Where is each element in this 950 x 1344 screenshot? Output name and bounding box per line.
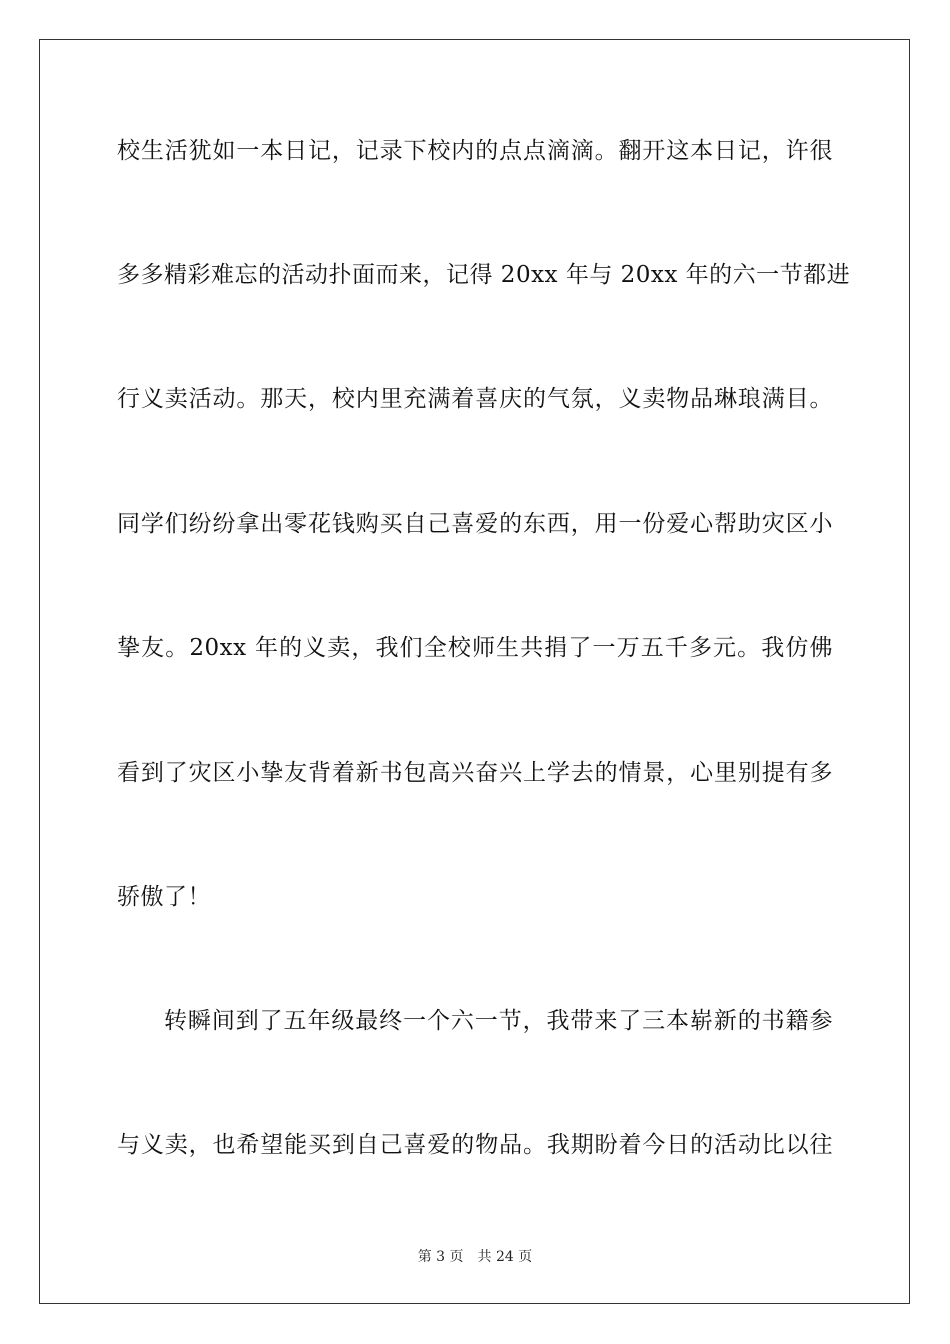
page-number: 第 3 页 [417,1249,464,1265]
body-line-6: 看到了灾区小挚友背着新书包高兴奋兴上学去的情景，心里别提有多 [117,760,833,786]
body-line-8: 转瞬间到了五年级最终一个六一节，我带来了三本崭新的书籍参 [164,1008,833,1034]
body-line-3: 行义卖活动。那天，校内里充满着喜庆的气氛，义卖物品琳琅满目。 [117,386,833,412]
body-line-7: 骄傲了！ [117,884,211,910]
page-footer [0,1247,950,1267]
body-line-1: 校生活犹如一本日记，记录下校内的点点滴滴。翻开这本日记，许很 [117,138,833,164]
page-border [39,39,910,1304]
body-line-4: 同学们纷纷拿出零花钱购买自己喜爱的东西，用一份爱心帮助灾区小 [117,511,833,537]
body-line-9: 与义卖，也希望能买到自己喜爱的物品。我期盼着今日的活动比以往 [117,1132,833,1158]
body-line-5: 挚友。20xx 年的义卖，我们全校师生共捐了一万五千多元。我仿佛 [117,635,833,661]
body-line-2: 多多精彩难忘的活动扑面而来，记得 20xx 年与 20xx 年的六一节都进 [117,262,851,288]
page-total: 共 24 页 [477,1249,533,1265]
